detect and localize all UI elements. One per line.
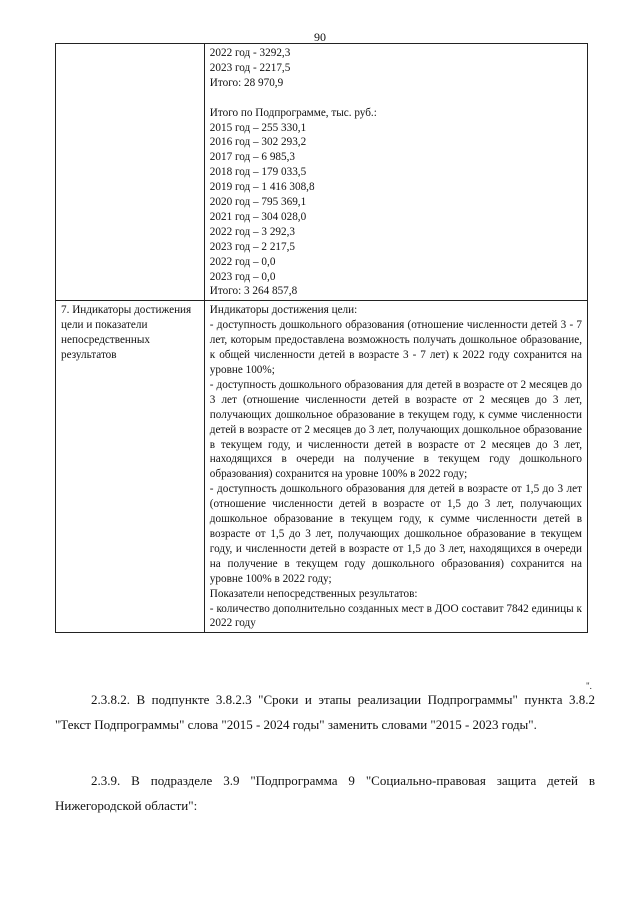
indicators-cell: [204, 301, 587, 633]
finance-line: 2018 год – 179 033,5: [209, 166, 307, 179]
finance-line: 2020 год – 795 369,1: [209, 196, 307, 209]
finance-line: 2022 год – 3 292,3: [209, 225, 295, 238]
finance-line: 2021 год – 304 028,0: [209, 210, 307, 223]
results-heading: Показатели непосредственных результатов:: [209, 587, 418, 600]
table-row: [56, 44, 588, 301]
table-cell-empty: [56, 44, 205, 301]
finance-total: Итого: 3 264 857,8: [209, 285, 298, 298]
finance-line: 2023 год – 0,0: [209, 270, 276, 283]
indicators-heading: Индикаторы достижения цели:: [209, 304, 358, 317]
result-item: - количество дополнительно созданных мест в ДОО составит 7842 единицы к 2022 году: [209, 602, 582, 630]
passport-table: [55, 43, 588, 633]
paragraph-2-3-8-2: 2.3.8.2. В подпункте 3.8.2.3 "Сроки и этапы реализации Подпрограммы" пункта 3.8.2 "Текст Подпрограммы" слова "2015 - 2024 годы" заменить словами "2015 - 2023 годы".: [55, 692, 595, 732]
finance-line: 2015 год – 255 330,1: [209, 121, 307, 134]
row-7-label: 7. Индикаторы достижения цели и показатели непосредственных результатов: [56, 301, 205, 633]
finance-line: 2019 год – 1 416 308,8: [209, 181, 315, 194]
indicator-item: - доступность дошкольного образования для детей в возрасте от 1,5 до 3 лет (отношение численности детей в возрасте от 1,5 до 3 лет, получающих дошкольное образование в текущем году, к сумме численности детей в возрасте от 1,5 до 3 лет, получающих дошкольное образование в текущем году, и численности детей в возрасте от 1,5 до 3 лет, находящихся в очереди на получение в текущем году дошкольного образования) сохранится на уровне 100% в 2022 году;: [209, 483, 582, 585]
paragraph-2-3-9: 2.3.9. В подразделе 3.9 "Подпрограмма 9 "Социально-правовая защита детей в Нижегородской области":: [55, 773, 595, 813]
finance-line: 2022 год – 0,0: [209, 255, 276, 268]
finance-line: 2016 год – 302 293,2: [209, 136, 307, 149]
indicator-item: - доступность дошкольного образования (отношение численности детей 3 - 7 лет, которым предоставлена возможность получать дошкольное образование, к общей численности детей в возрасте 3 - 7 лет) к 2022 году сохранится на уровне 100%;: [209, 319, 582, 377]
finance-line: 2022 год - 3292,3: [209, 47, 291, 59]
finance-total: Итого: 28 970,9: [209, 76, 284, 89]
indicator-item: - доступность дошкольного образования для детей в возрасте от 2 месяцев до 3 лет (отношение численности детей в возрасте от 2 месяцев до 3 лет, получающих дошкольное образование в текущем году, к сумме численности детей в возрасте от 2 месяцев до 3 лет, получающих дошкольное образование в текущем году, и численности детей в возрасте от 2 месяцев до 3 лет, находящихся в очереди на получение в текущем году дошкольного образования) сохранится на уровне 100% в 2022 году;: [209, 378, 582, 481]
spacer: [210, 91, 582, 106]
finance-line: 2017 год – 6 985,3: [209, 151, 295, 164]
finance-line: 2023 год – 2 217,5: [209, 240, 295, 253]
page-number: 90: [314, 30, 326, 44]
subprogram-finance-title: Итого по Подпрограмме, тыс. руб.:: [209, 106, 377, 119]
finance-line: 2023 год - 2217,5: [209, 61, 291, 74]
finance-cell: [204, 44, 587, 301]
table-row: [56, 301, 588, 633]
closing-quote-mark: ".: [586, 681, 592, 691]
